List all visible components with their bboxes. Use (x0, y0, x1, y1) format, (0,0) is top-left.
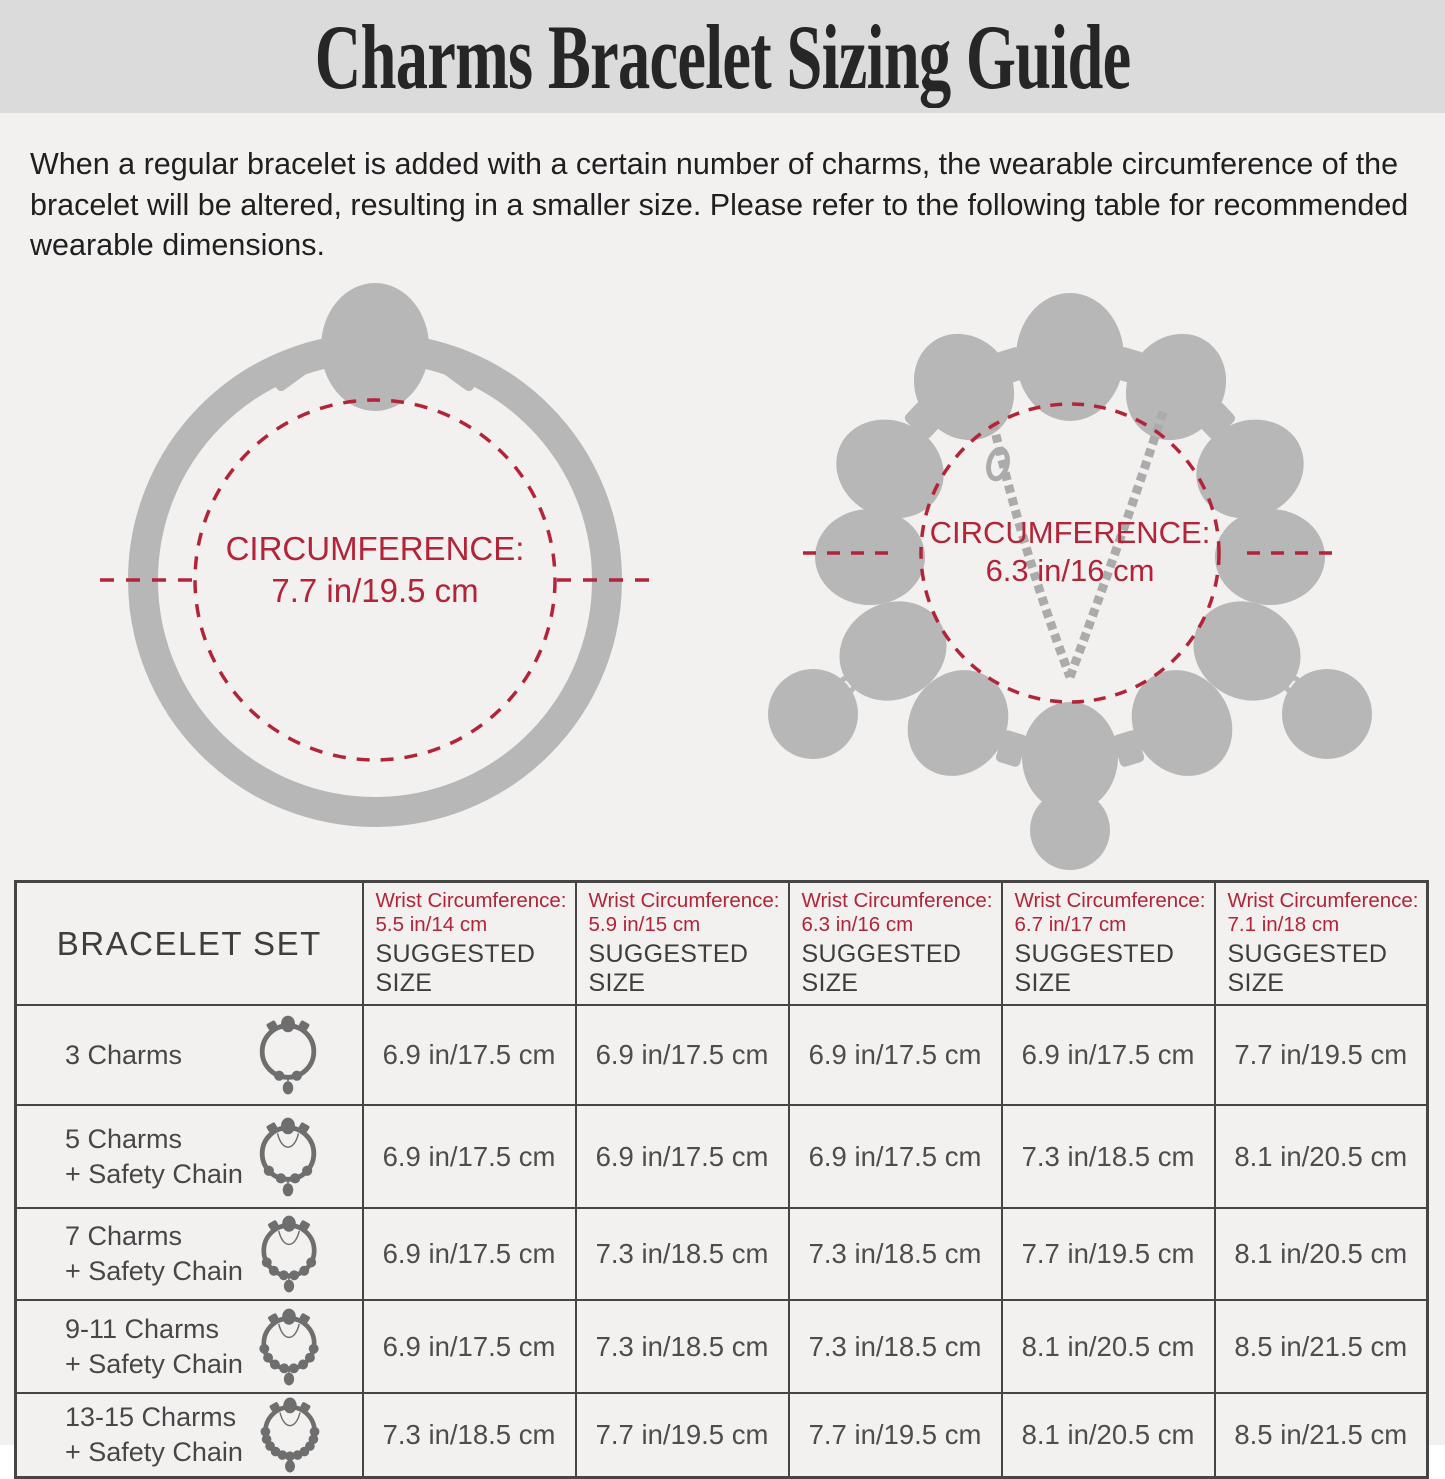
size-cell: 7.3 in/18.5 cm (789, 1300, 1002, 1393)
row-header-9-11-charms (16, 1300, 363, 1393)
size-cell: 8.5 in/21.5 cm (1215, 1393, 1428, 1477)
plain-bracelet-circumference (75, 528, 675, 612)
size-cell: 6.9 in/17.5 cm (576, 1105, 789, 1208)
circumference-value: 7.7 in/19.5 cm (271, 572, 479, 609)
row-header-7-charms (16, 1208, 363, 1300)
wrist-circumference-value: 5.9 in/15 cm (588, 913, 701, 937)
suggested-size-label: SUGGESTED SIZE (588, 940, 749, 998)
size-cell: 7.7 in/19.5 cm (576, 1393, 789, 1477)
row-label: 5 Charms (65, 1123, 183, 1154)
charm-bracelet-figure (735, 282, 1405, 882)
wrist-circumference-value: 6.3 in/16 cm (801, 913, 914, 937)
size-cell: 7.3 in/18.5 cm (576, 1208, 789, 1300)
row-label: 13-15 Charms (65, 1402, 237, 1433)
row-sublabel: + Safety Chain (65, 1256, 243, 1287)
wrist-circumference-label: Wrist Circumference: (588, 889, 780, 912)
wrist-circumference-value: 6.7 in/17 cm (1014, 913, 1127, 937)
circumference-label: CIRCUMFERENCE: (225, 530, 525, 567)
size-cell: 6.9 in/17.5 cm (363, 1005, 576, 1105)
circumference-value: 6.3 in/16 cm (985, 553, 1155, 588)
sizing-table-section (14, 880, 1432, 1479)
size-cell: 6.9 in/17.5 cm (363, 1300, 576, 1393)
table-row (16, 1393, 1428, 1477)
bracelet-9-11-charms-icon (250, 1306, 328, 1388)
table-row (16, 1208, 1428, 1300)
wrist-circumference-label: Wrist Circumference: (1227, 889, 1419, 912)
size-cell: 8.1 in/20.5 cm (1215, 1105, 1428, 1208)
size-cell: 6.9 in/17.5 cm (789, 1105, 1002, 1208)
size-cell: 7.7 in/19.5 cm (1215, 1005, 1428, 1105)
column-header-4 (1002, 882, 1215, 1006)
row-header-13-15-charms (16, 1393, 363, 1477)
row-header-5-charms (16, 1105, 363, 1208)
wrist-circumference-label: Wrist Circumference: (375, 889, 567, 912)
size-cell: 7.7 in/19.5 cm (1002, 1208, 1215, 1300)
column-header-1 (363, 882, 576, 1006)
wrist-circumference-value: 7.1 in/18 cm (1227, 913, 1340, 937)
column-header-3 (789, 882, 1002, 1006)
wrist-circumference-value: 5.5 in/14 cm (375, 913, 488, 937)
page-title: Charms Bracelet Sizing Guide (314, 5, 1131, 108)
row-sublabel: + Safety Chain (65, 1158, 243, 1189)
row-sublabel: + Safety Chain (65, 1437, 243, 1468)
size-cell: 8.1 in/20.5 cm (1002, 1300, 1215, 1393)
bracelet-13-15-charms-icon (252, 1395, 328, 1475)
bracelet-7-charms-icon (250, 1213, 328, 1295)
circumference-label: CIRCUMFERENCE: (929, 515, 1211, 550)
bracelet-set-header: BRACELET SET (16, 882, 363, 1006)
column-header-5 (1215, 882, 1428, 1006)
suggested-size-label: SUGGESTED SIZE (1014, 940, 1175, 998)
row-header-3-charms (16, 1005, 363, 1105)
row-label: 3 Charms (65, 1039, 183, 1070)
size-cell: 8.1 in/20.5 cm (1215, 1208, 1428, 1300)
wrist-circumference-label: Wrist Circumference: (801, 889, 993, 912)
column-header-2 (576, 882, 789, 1006)
size-cell: 6.9 in/17.5 cm (789, 1005, 1002, 1105)
size-cell: 6.9 in/17.5 cm (576, 1005, 789, 1105)
table-row (16, 1105, 1428, 1208)
table-row (16, 1300, 1428, 1393)
size-cell: 6.9 in/17.5 cm (1002, 1005, 1215, 1105)
size-cell: 7.7 in/19.5 cm (789, 1393, 1002, 1477)
size-cell: 6.9 in/17.5 cm (363, 1208, 576, 1300)
size-cell: 7.3 in/18.5 cm (789, 1208, 1002, 1300)
charm-bracelet-circumference (735, 514, 1405, 590)
size-cell: 6.9 in/17.5 cm (363, 1105, 576, 1208)
sizing-table (14, 880, 1429, 1479)
size-cell: 8.1 in/20.5 cm (1002, 1393, 1215, 1477)
suggested-size-label: SUGGESTED SIZE (375, 940, 536, 998)
suggested-size-label: SUGGESTED SIZE (801, 940, 962, 998)
plain-bracelet-figure (75, 280, 675, 858)
row-label: 9-11 Charms (65, 1313, 220, 1344)
row-label: 7 Charms (65, 1221, 183, 1252)
title-banner (0, 0, 1445, 113)
wrist-circumference-label: Wrist Circumference: (1014, 889, 1206, 912)
suggested-size-label: SUGGESTED SIZE (1227, 940, 1388, 998)
size-cell: 8.5 in/21.5 cm (1215, 1300, 1428, 1393)
table-row (16, 1005, 1428, 1105)
bracelet-5-charms-icon (248, 1115, 328, 1199)
row-sublabel: + Safety Chain (65, 1348, 243, 1379)
size-cell: 7.3 in/18.5 cm (576, 1300, 789, 1393)
table-header-row (16, 882, 1428, 1006)
size-cell: 7.3 in/18.5 cm (1002, 1105, 1215, 1208)
size-cell: 7.3 in/18.5 cm (363, 1393, 576, 1477)
bracelet-3-charms-icon (248, 1013, 328, 1097)
intro-paragraph: When a regular bracelet is added with a certain number of charms, the wearable circumference of the bracelet will be altered, resulting in a smaller size. Please refer to the following table for recommended wearable dimensions. (30, 147, 1409, 263)
